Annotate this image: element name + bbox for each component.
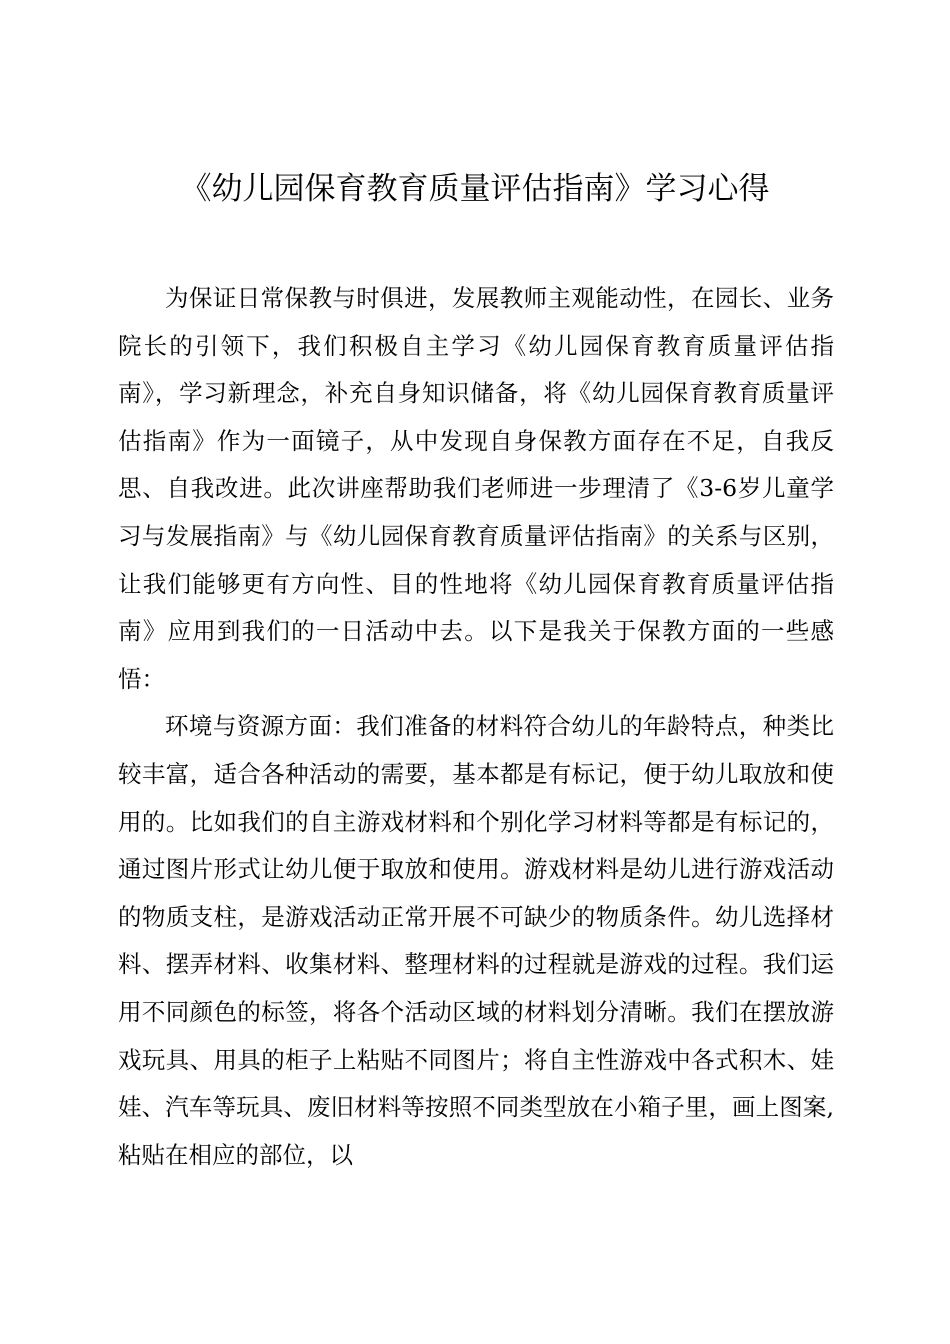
paragraph-environment-resources: 环境与资源方面：我们准备的材料符合幼儿的年龄特点，种类比较丰富，适合各种活动的需要，基本都是有标记，便于幼儿取放和使用的。比如我们的自主游戏材料和个别化学习材料等都是有标记的，通过图片形式让幼儿便于取放和使用。游戏材料是幼儿进行游戏活动的物质支柱，是游戏活动正常开展不可缺少的物质条件。幼儿选择材料、摆弄材料、收集材料、整理材料的过程就是游戏的过程。我们运用不同颜色的标签，将各个活动区域的材料划分清晰。我们在摆放游戏玩具、用具的柜子上粘贴不同图片；将自主性游戏中各式积木、娃娃、汽车等玩具、废旧材料等按照不同类型放在小箱子里，画上图案,粘贴在相应的部位，以: [118, 712, 834, 1169]
document-title: 《幼儿园保育教育质量评估指南》学习心得: [180, 171, 770, 207]
document-body: [118, 275, 834, 1179]
paragraph-intro: 为保证日常保教与时俱进，发展教师主观能动性，在园长、业务院长的引领下，我们积极自主学习《幼儿园保育教育质量评估指南》，学习新理念，补充自身知识储备，将《幼儿园保育教育质量评估指南》作为一面镜子，从中发现自身保教方面存在不足，自我反思、自我改进。此次讲座帮助我们老师进一步理清了《3-6岁儿童学习与发展指南》与《幼儿园保育教育质量评估指南》的关系与区别，让我们能够更有方向性、目的性地将《幼儿园保育教育质量评估指南》应用到我们的一日活动中去。以下是我关于保教方面的一些感悟：: [118, 284, 834, 693]
